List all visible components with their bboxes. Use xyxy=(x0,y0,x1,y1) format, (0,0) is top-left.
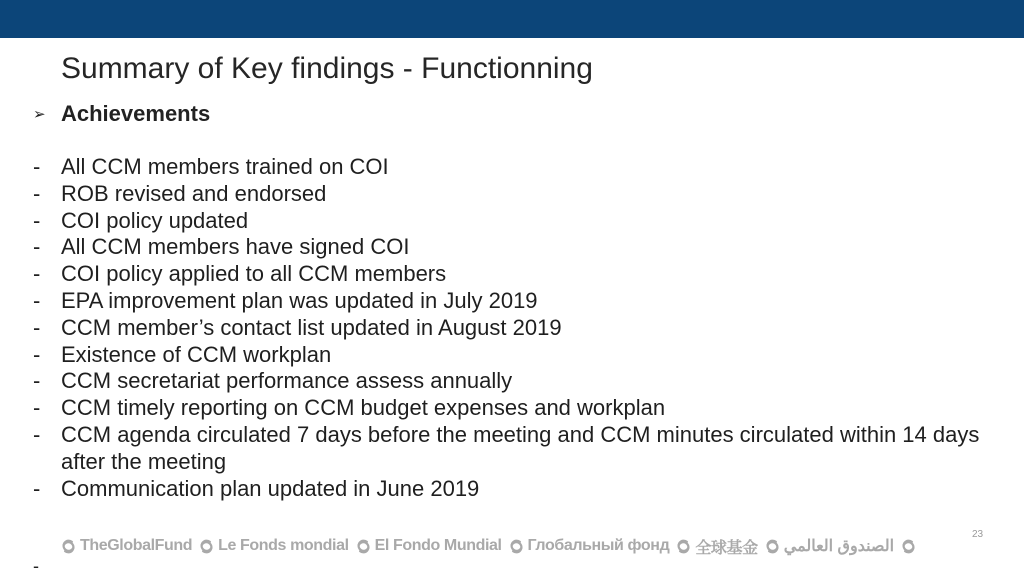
footer-brand-strip xyxy=(60,535,920,557)
list-item xyxy=(33,154,1008,181)
list-item-bullet: - xyxy=(33,475,41,501)
list-item-text: Existence of CCM workplan xyxy=(61,341,332,367)
list-item xyxy=(33,181,1008,208)
list-item-bullet: - xyxy=(33,368,41,394)
section-heading xyxy=(33,100,210,128)
list-item xyxy=(33,476,1008,503)
list-item-bullet: - xyxy=(33,261,41,287)
section-heading-text: Achievements xyxy=(61,101,211,126)
list-item-bullet: - xyxy=(33,207,41,233)
list-item-text: CCM member’s contact list updated in August 2019 xyxy=(61,314,562,340)
list-item-text: CCM timely reporting on CCM budget expenses and workplan xyxy=(61,395,666,421)
list-item xyxy=(33,208,1008,235)
list-item-bullet: - xyxy=(33,314,41,340)
list-item xyxy=(33,315,1008,342)
arrow-bullet-icon: ➢ xyxy=(33,106,46,123)
stray-dash: - xyxy=(33,556,39,576)
list-item-text: EPA improvement plan was updated in July 2019 xyxy=(61,287,538,313)
list-item-text: COI policy applied to all CCM members xyxy=(61,261,447,287)
list-item-bullet: - xyxy=(33,154,41,179)
achievements-list xyxy=(33,154,1008,502)
global-fund-logo-icon xyxy=(508,538,525,555)
page-number: 23 xyxy=(972,529,984,540)
global-fund-logo-icon xyxy=(764,538,781,555)
footer-brand-name: 全球基金 xyxy=(695,539,758,557)
slide-title: Summary of Key findings - Functionning xyxy=(61,52,593,85)
list-item-text: CCM secretariat performance assess annually xyxy=(61,368,513,394)
global-fund-logo-icon xyxy=(675,538,692,555)
footer-brand-name: Глобальный фонд xyxy=(527,537,670,554)
list-item xyxy=(33,368,1008,395)
footer-brand-name: El Fondo Mundial xyxy=(374,537,502,554)
list-item xyxy=(33,342,1008,369)
list-item xyxy=(33,234,1008,261)
footer-brand-name: الصندوق العالمي xyxy=(783,538,895,555)
list-item-text: ROB revised and endorsed xyxy=(61,180,327,206)
list-item-bullet: - xyxy=(33,421,41,447)
list-item-text: All CCM members trained on COI xyxy=(61,154,389,179)
list-item xyxy=(33,422,1008,476)
list-item-text: Communication plan updated in June 2019 xyxy=(61,475,480,501)
global-fund-logo-icon xyxy=(355,538,372,555)
list-item-bullet: - xyxy=(33,341,41,367)
global-fund-logo-icon xyxy=(198,538,215,555)
global-fund-logo-icon xyxy=(900,538,917,555)
list-item xyxy=(33,261,1008,288)
list-item xyxy=(33,395,1008,422)
list-item-bullet: - xyxy=(33,395,41,421)
footer-brand-name: Le Fonds mondial xyxy=(218,537,349,554)
list-item-bullet: - xyxy=(33,287,41,313)
global-fund-logo-icon xyxy=(60,538,77,555)
header-bar xyxy=(0,0,1024,38)
list-item xyxy=(33,288,1008,315)
footer-brand-name: TheGlobalFund xyxy=(80,537,193,554)
list-item-text: CCM agenda circulated 7 days before the meeting and CCM minutes circulated within 14 days after the meeting xyxy=(61,421,980,474)
list-item-text: COI policy updated xyxy=(61,207,249,233)
list-item-bullet: - xyxy=(33,180,41,206)
list-item-text: All CCM members have signed COI xyxy=(61,234,410,260)
list-item-bullet: - xyxy=(33,234,41,260)
